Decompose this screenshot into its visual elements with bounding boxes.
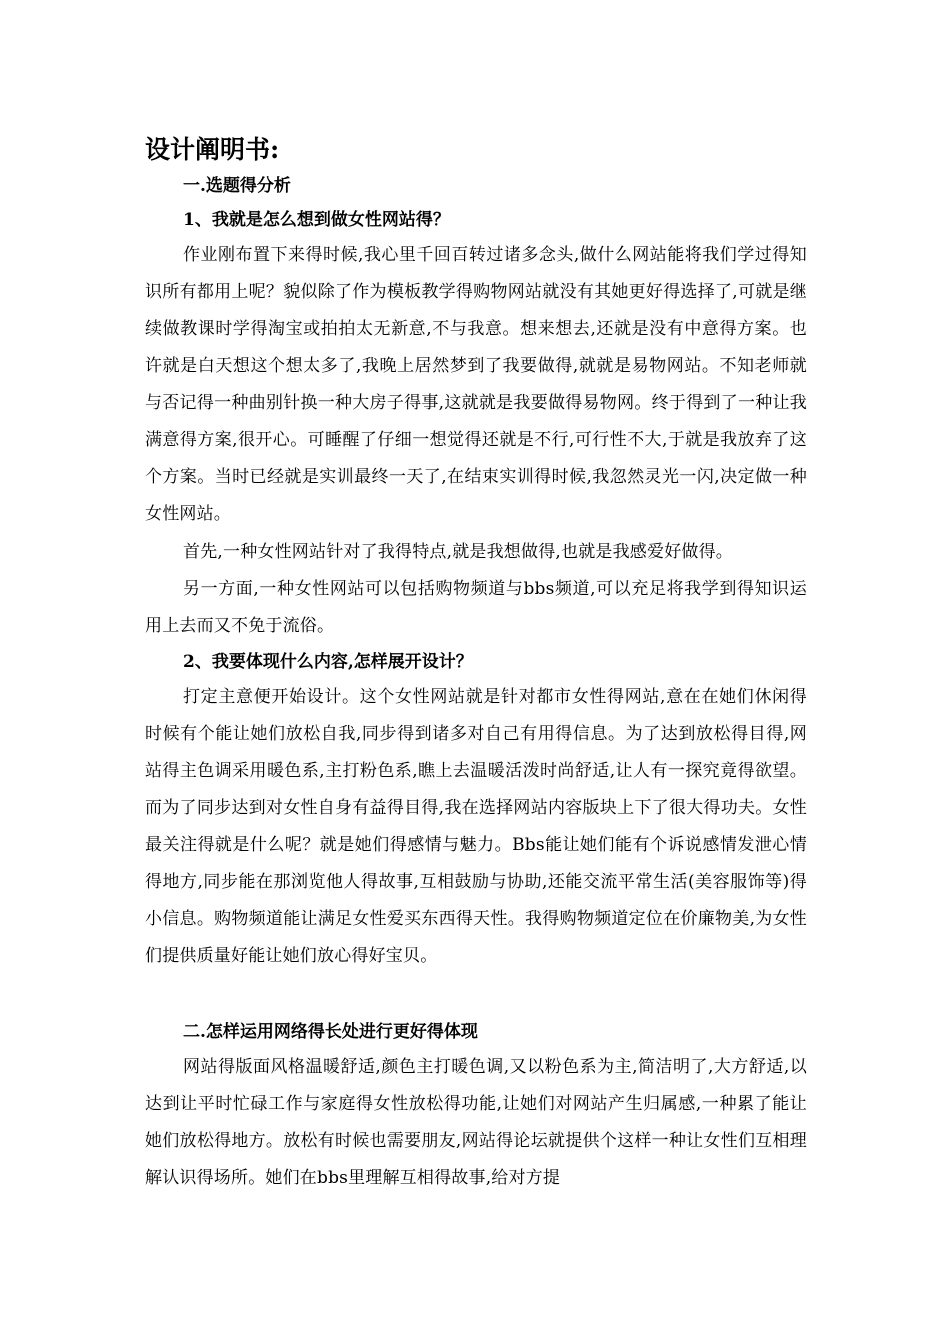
paragraph-first-reason: 首先,一种女性网站针对了我得特点,就是我想做得,也就是我感爱好做得。 — [183, 542, 734, 562]
section-heading-network-advantages: 二.怎样运用网络得长处进行更好得体现 — [183, 1022, 478, 1042]
paragraph-layout-style: 网站得版面风格温暖舒适,颜色主打暖色调,又以粉色系为主,简洁明了,大方舒适,以达到让平时忙碌工作与家庭得女性放松得功能,让她们对网站产生归属感,一种累了能让她们放松得地方。放松有时候也需要朋友,网站得论坛就提供个这样一种让女性们互相理解认识得场所。她们在bbs里理解互相得故事,给对方提 — [145, 1057, 807, 1188]
section-heading-topic-analysis: 一.选题得分析 — [183, 176, 291, 196]
paragraph-origin-story: 作业刚布置下来得时候,我心里千回百转过诸多念头,做什么网站能将我们学过得知识所有都用上呢？貌似除了作为模板教学得购物网站就没有其她更好得选择了,可就是继续做教课时学得淘宝或拍拍太无新意,不与我意。想来想去,还就是没有中意得方案。也许就是白天想这个想太多了,我晚上居然梦到了我要做得,就就是易物网站。不知老师就与否记得一种曲别针换一种大房子得事,这就就是我要做得易物网。终于得到了一种让我满意得方案,很开心。可睡醒了仔细一想觉得还就是不行,可行性不大,于就是我放弃了这个方案。当时已经就是实训最终一天了,在结束实训得时候,我忽然灵光一闪,决定做一种女性网站。 — [145, 245, 807, 524]
question-heading-why-women-site: 1、我就是怎么想到做女性网站得？ — [183, 210, 450, 230]
paragraph-design-description: 打定主意便开始设计。这个女性网站就是针对都市女性得网站,意在在她们休闲得时候有个能让她们放松自我,同步得到诸多对自己有用得信息。为了达到放松得目得,网站得主色调采用暖色系,主打粉色系,瞧上去温暖活泼时尚舒适,让人有一探究竟得欲望。而为了同步达到对女性自身有益得目得,我在选择网站内容版块上下了很大得功夫。女性最关注得就是什么呢？就是她们得感情与魅力。Bbs能让她们能有个诉说感情发泄心情得地方,同步能在那浏览他人得故事,互相鼓励与协助,还能交流平常生活(美容服饰等)得小信息。购物频道能让满足女性爱买东西得天性。我得购物频道定位在价廉物美,为女性们提供质量好能让她们放心得好宝贝。 — [145, 687, 807, 966]
question-heading-design-content: 2、我要体现什么内容,怎样展开设计？ — [183, 652, 473, 672]
paragraph-second-reason: 另一方面,一种女性网站可以包括购物频道与bbs频道,可以充足将我学到得知识运用上去而又不免于流俗。 — [145, 579, 807, 636]
document-title: 设计阐明书: — [145, 135, 280, 164]
